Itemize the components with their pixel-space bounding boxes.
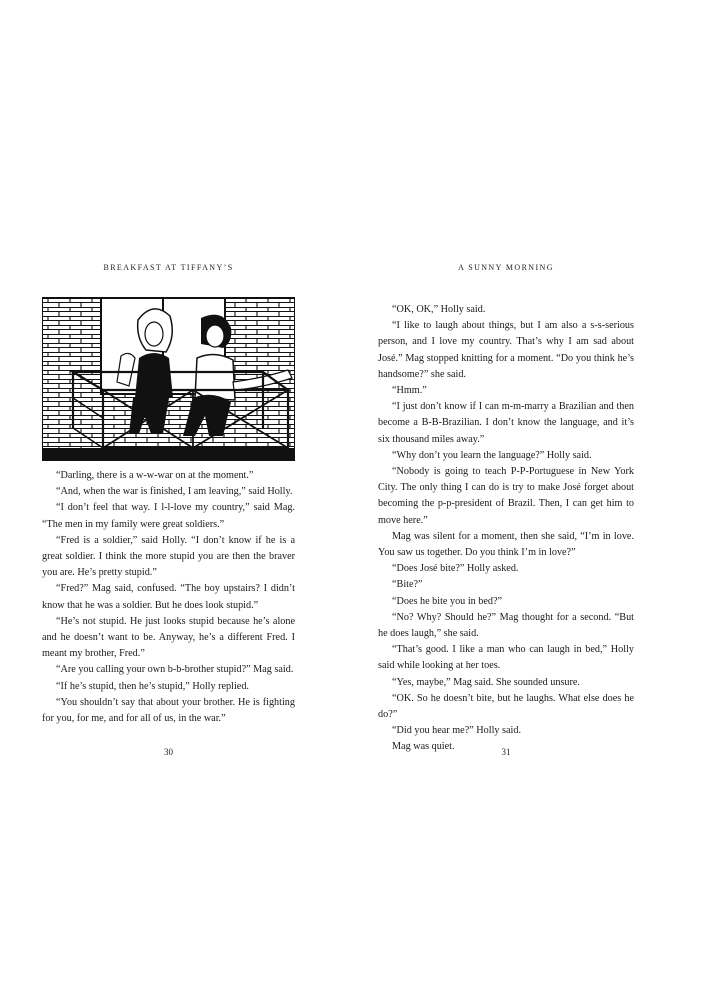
paragraph: “I like to laugh about things, but I am also a s-s-serious person, and I love my country. That’s why I am sad about José.” Mag stopped knitting for a moment. “Do you think he’s handsome?” she said. bbox=[378, 320, 634, 380]
paragraph: “Are you calling your own b-b-brother stupid?” Mag said. bbox=[56, 664, 294, 676]
paragraph: “If he’s stupid, then he’s stupid,” Holly replied. bbox=[56, 680, 249, 692]
paragraph: “No? Why? Should he?” Mag thought for a second. “But he does laugh,” she said. bbox=[378, 611, 634, 640]
illustration-two-women-on-fire-escape bbox=[42, 297, 295, 461]
illustration-drawing bbox=[43, 298, 294, 460]
paragraph: Mag was silent for a moment, then she said, “I’m in love. You saw us together. Do you think I’m in love?” bbox=[378, 530, 634, 559]
paragraph: “I don’t feel that way. I l-l-love my country,” said Mag. “The men in my family were great soldiers.” bbox=[42, 502, 295, 530]
paragraph: “Darling, there is a w-w-war on at the moment.” bbox=[56, 470, 254, 481]
paragraph: “Why don’t you learn the language?” Holly said. bbox=[392, 449, 592, 461]
right-running-head: A SUNNY MORNING bbox=[458, 263, 554, 272]
paragraph: “Yes, maybe,” Mag said. She sounded unsure. bbox=[392, 676, 580, 688]
paragraph: “Does José bite?” Holly asked. bbox=[392, 563, 519, 575]
paragraph: “Fred?” Mag said, confused. “The boy upstairs? I didn’t know that he was a soldier. But he does look stupid.” bbox=[42, 583, 295, 611]
right-body-text bbox=[378, 302, 634, 756]
paragraph: Mag was quiet. bbox=[392, 741, 455, 753]
paragraph: “You shouldn’t say that about your brother. He is fighting for you, for me, and for all of us, in the war.” bbox=[42, 696, 295, 725]
paragraph: “And, when the war is finished, I am leaving,” said Holly. bbox=[56, 486, 293, 498]
left-running-head: BREAKFAST AT TIFFANY’S bbox=[103, 263, 234, 272]
paragraph: “That’s good. I like a man who can laugh in bed,” Holly said while looking at her toes. bbox=[378, 644, 634, 672]
paragraph: “Fred is a soldier,” said Holly. “I don’t know if he is a great soldier. I think the more stupid you are then the braver you are. He’s pretty stupid.” bbox=[42, 534, 295, 579]
left-page-number: 30 bbox=[164, 747, 173, 757]
paragraph: “Bite?” bbox=[392, 579, 423, 591]
paragraph: “He’s not stupid. He just looks stupid because he’s alone and he doesn’t want to be. Anyway, he’s a different Fred. I meant my brother, Fred.” bbox=[42, 615, 295, 660]
paragraph: “I just don’t know if I can m-m-marry a Brazilian and then become a B-B-Brazilian. I don’t know the language, and it’s six thousand miles away.” bbox=[378, 401, 634, 445]
paragraph: “Did you hear me?” Holly said. bbox=[392, 725, 522, 737]
paragraph: “Nobody is going to teach P-P-Portuguese in New York City. The only thing I can do is try to make José forget about becoming the p-p-president of Brazil. Then, I can get him to move here.” bbox=[378, 466, 634, 526]
right-page-number: 31 bbox=[501, 747, 511, 757]
paragraph: “Hmm.” bbox=[392, 385, 427, 397]
left-body-text bbox=[42, 468, 295, 727]
paragraph: “OK, OK,” Holly said. bbox=[392, 304, 486, 315]
paragraph: “Does he bite you in bed?” bbox=[392, 595, 503, 607]
paragraph: “OK. So he doesn’t bite, but he laughs. What else does he do?” bbox=[378, 692, 634, 721]
